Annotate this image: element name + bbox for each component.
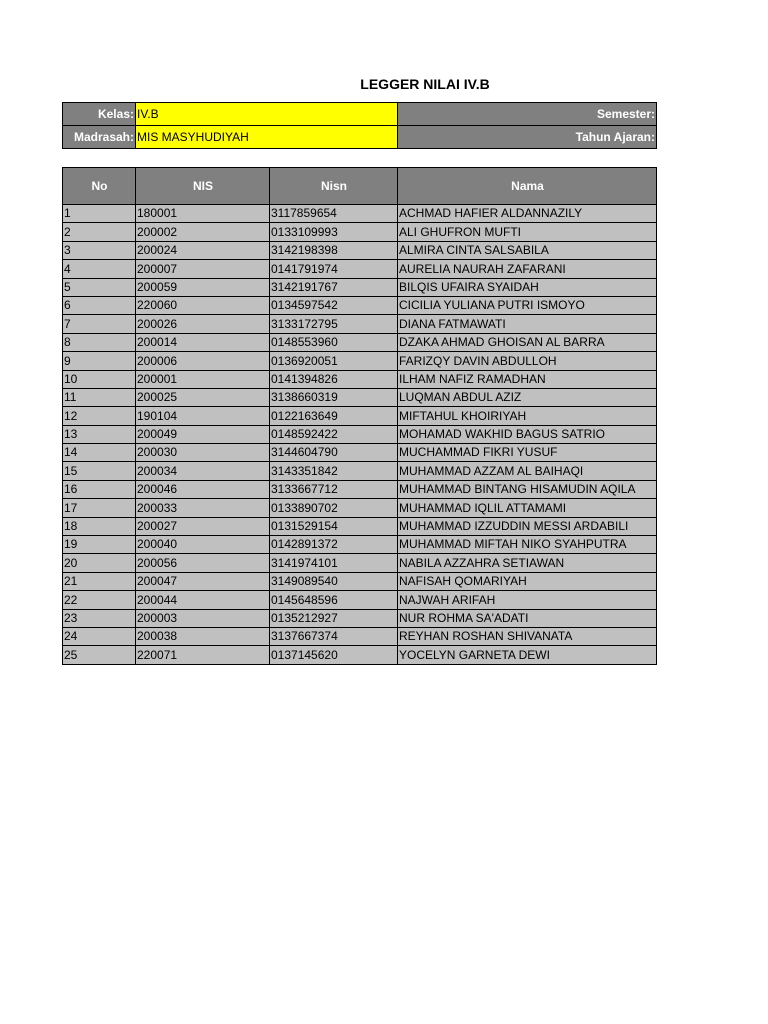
cell-nis[interactable]: 200003 bbox=[136, 609, 270, 627]
cell-no[interactable]: 18 bbox=[63, 517, 136, 535]
cell-no[interactable]: 21 bbox=[63, 572, 136, 590]
cell-nis[interactable]: 200001 bbox=[136, 370, 270, 388]
cell-nama[interactable]: AURELIA NAURAH ZAFARANI bbox=[398, 260, 657, 278]
table-row bbox=[63, 315, 657, 333]
table-row bbox=[63, 278, 657, 296]
table-row bbox=[63, 444, 657, 462]
cell-nis[interactable]: 200056 bbox=[136, 554, 270, 572]
cell-nisn[interactable]: 0141791974 bbox=[270, 260, 398, 278]
cell-nis[interactable]: 200047 bbox=[136, 572, 270, 590]
cell-nis[interactable]: 200006 bbox=[136, 352, 270, 370]
table-row bbox=[63, 646, 657, 664]
cell-nis[interactable]: 190104 bbox=[136, 407, 270, 425]
tahun-ajaran-label: Tahun Ajaran: bbox=[398, 126, 657, 149]
cell-nisn[interactable]: 0148592422 bbox=[270, 425, 398, 443]
cell-nama[interactable]: BILQIS UFAIRA SYAIDAH bbox=[398, 278, 657, 296]
cell-nisn[interactable]: 0131529154 bbox=[270, 517, 398, 535]
student-table bbox=[62, 167, 657, 665]
info-row-madrasah bbox=[63, 126, 657, 149]
table-header-row bbox=[63, 168, 657, 205]
semester-label: Semester: bbox=[398, 103, 657, 126]
table-row bbox=[63, 407, 657, 425]
cell-nisn[interactable]: 0133890702 bbox=[270, 499, 398, 517]
madrasah-label: Madrasah: bbox=[63, 126, 136, 149]
cell-nis[interactable]: 200040 bbox=[136, 536, 270, 554]
header-nisn[interactable]: Nisn bbox=[270, 168, 398, 205]
cell-nama[interactable]: MUHAMMAD MIFTAH NIKO SYAHPUTRA bbox=[398, 536, 657, 554]
cell-nis[interactable]: 200059 bbox=[136, 278, 270, 296]
cell-nisn[interactable]: 0141394826 bbox=[270, 370, 398, 388]
kelas-value[interactable]: IV.B bbox=[136, 103, 398, 126]
table-row bbox=[63, 223, 657, 241]
cell-nis[interactable]: 200002 bbox=[136, 223, 270, 241]
cell-nama[interactable]: DIANA FATMAWATI bbox=[398, 315, 657, 333]
cell-nisn[interactable]: 0148553960 bbox=[270, 333, 398, 351]
cell-nis[interactable]: 200026 bbox=[136, 315, 270, 333]
cell-nama[interactable]: CICILIA YULIANA PUTRI ISMOYO bbox=[398, 296, 657, 314]
cell-no[interactable]: 14 bbox=[63, 444, 136, 462]
cell-nis[interactable]: 200046 bbox=[136, 480, 270, 498]
cell-nis[interactable]: 200007 bbox=[136, 260, 270, 278]
table-row bbox=[63, 554, 657, 572]
cell-no[interactable]: 2 bbox=[63, 223, 136, 241]
table-row bbox=[63, 425, 657, 443]
cell-nisn[interactable]: 3117859654 bbox=[270, 205, 398, 223]
cell-nama[interactable]: NAFISAH QOMARIYAH bbox=[398, 572, 657, 590]
cell-nama[interactable]: FARIZQY DAVIN ABDULLOH bbox=[398, 352, 657, 370]
cell-no[interactable]: 10 bbox=[63, 370, 136, 388]
cell-nama[interactable]: NABILA AZZAHRA SETIAWAN bbox=[398, 554, 657, 572]
cell-no[interactable]: 19 bbox=[63, 536, 136, 554]
cell-nama[interactable]: MUHAMMAD BINTANG HISAMUDIN AQILA bbox=[398, 480, 657, 498]
cell-no[interactable]: 20 bbox=[63, 554, 136, 572]
info-table bbox=[62, 102, 657, 149]
header-no[interactable]: No bbox=[63, 168, 136, 205]
cell-no[interactable]: 25 bbox=[63, 646, 136, 664]
cell-nisn[interactable]: 0134597542 bbox=[270, 296, 398, 314]
cell-no[interactable]: 5 bbox=[63, 278, 136, 296]
cell-no[interactable]: 16 bbox=[63, 480, 136, 498]
cell-no[interactable]: 17 bbox=[63, 499, 136, 517]
cell-nis[interactable]: 200038 bbox=[136, 627, 270, 645]
cell-nis[interactable]: 180001 bbox=[136, 205, 270, 223]
cell-nama[interactable]: MUHAMMAD IQLIL ATTAMAMI bbox=[398, 499, 657, 517]
cell-no[interactable]: 24 bbox=[63, 627, 136, 645]
cell-nisn[interactable]: 3137667374 bbox=[270, 627, 398, 645]
cell-nama[interactable]: ILHAM NAFIZ RAMADHAN bbox=[398, 370, 657, 388]
cell-no[interactable]: 7 bbox=[63, 315, 136, 333]
table-row bbox=[63, 480, 657, 498]
cell-nis[interactable]: 200033 bbox=[136, 499, 270, 517]
table-row bbox=[63, 499, 657, 517]
cell-nisn[interactable]: 0122163649 bbox=[270, 407, 398, 425]
cell-no[interactable]: 9 bbox=[63, 352, 136, 370]
student-rows bbox=[63, 205, 657, 665]
table-row bbox=[63, 205, 657, 223]
table-row bbox=[63, 517, 657, 535]
cell-nama[interactable]: MIFTAHUL KHOIRIYAH bbox=[398, 407, 657, 425]
cell-nama[interactable]: MUHAMMAD AZZAM AL BAIHAQI bbox=[398, 462, 657, 480]
header-nama[interactable]: Nama bbox=[398, 168, 657, 205]
cell-nama[interactable]: ALI GHUFRON MUFTI bbox=[398, 223, 657, 241]
cell-nisn[interactable]: 0142891372 bbox=[270, 536, 398, 554]
cell-nama[interactable]: MOHAMAD WAKHID BAGUS SATRIO bbox=[398, 425, 657, 443]
cell-nama[interactable]: YOCELYN GARNETA DEWI bbox=[398, 646, 657, 664]
cell-nama[interactable]: DZAKA AHMAD GHOISAN AL BARRA bbox=[398, 333, 657, 351]
table-row bbox=[63, 352, 657, 370]
cell-nisn[interactable]: 0133109993 bbox=[270, 223, 398, 241]
cell-nama[interactable]: REYHAN ROSHAN SHIVANATA bbox=[398, 627, 657, 645]
table-row bbox=[63, 536, 657, 554]
cell-nisn[interactable]: 0145648596 bbox=[270, 591, 398, 609]
page-title: LEGGER NILAI IV.B bbox=[360, 76, 490, 92]
cell-nis[interactable]: 220071 bbox=[136, 646, 270, 664]
cell-nama[interactable]: LUQMAN ABDUL AZIZ bbox=[398, 388, 657, 406]
cell-nisn[interactable]: 3142198398 bbox=[270, 241, 398, 259]
kelas-label: Kelas: bbox=[63, 103, 136, 126]
cell-nama[interactable]: MUHAMMAD IZZUDDIN MESSI ARDABILI bbox=[398, 517, 657, 535]
table-row bbox=[63, 388, 657, 406]
cell-nis[interactable]: 220060 bbox=[136, 296, 270, 314]
cell-nisn[interactable]: 3133667712 bbox=[270, 480, 398, 498]
table-row bbox=[63, 333, 657, 351]
cell-nis[interactable]: 200049 bbox=[136, 425, 270, 443]
table-row bbox=[63, 572, 657, 590]
cell-nisn[interactable]: 3133172795 bbox=[270, 315, 398, 333]
madrasah-value[interactable]: MIS MASYHUDIYAH bbox=[136, 126, 398, 149]
cell-no[interactable]: 23 bbox=[63, 609, 136, 627]
cell-nama[interactable]: ALMIRA CINTA SALSABILA bbox=[398, 241, 657, 259]
cell-nis[interactable]: 200044 bbox=[136, 591, 270, 609]
cell-nama[interactable]: NAJWAH ARIFAH bbox=[398, 591, 657, 609]
cell-no[interactable]: 3 bbox=[63, 241, 136, 259]
cell-nisn[interactable]: 0137145620 bbox=[270, 646, 398, 664]
table-row bbox=[63, 591, 657, 609]
cell-nisn[interactable]: 3144604790 bbox=[270, 444, 398, 462]
cell-no[interactable]: 11 bbox=[63, 388, 136, 406]
cell-nisn[interactable]: 0135212927 bbox=[270, 609, 398, 627]
table-row bbox=[63, 260, 657, 278]
info-row-kelas bbox=[63, 103, 657, 126]
table-row bbox=[63, 627, 657, 645]
cell-no[interactable]: 8 bbox=[63, 333, 136, 351]
cell-nama[interactable]: MUCHAMMAD FIKRI YUSUF bbox=[398, 444, 657, 462]
cell-nisn[interactable]: 3149089540 bbox=[270, 572, 398, 590]
cell-nama[interactable]: ACHMAD HAFIER ALDANNAZILY bbox=[398, 205, 657, 223]
cell-no[interactable]: 1 bbox=[63, 205, 136, 223]
cell-no[interactable]: 13 bbox=[63, 425, 136, 443]
cell-nisn[interactable]: 3141974101 bbox=[270, 554, 398, 572]
cell-no[interactable]: 15 bbox=[63, 462, 136, 480]
cell-nisn[interactable]: 3142191767 bbox=[270, 278, 398, 296]
cell-nis[interactable]: 200027 bbox=[136, 517, 270, 535]
table-row bbox=[63, 296, 657, 314]
table-row bbox=[63, 241, 657, 259]
table-row bbox=[63, 462, 657, 480]
cell-nis[interactable]: 200034 bbox=[136, 462, 270, 480]
cell-nis[interactable]: 200030 bbox=[136, 444, 270, 462]
cell-nis[interactable]: 200024 bbox=[136, 241, 270, 259]
cell-no[interactable]: 4 bbox=[63, 260, 136, 278]
table-row bbox=[63, 609, 657, 627]
cell-nisn[interactable]: 3143351842 bbox=[270, 462, 398, 480]
header-nis[interactable]: NIS bbox=[136, 168, 270, 205]
cell-no[interactable]: 12 bbox=[63, 407, 136, 425]
cell-nisn[interactable]: 0136920051 bbox=[270, 352, 398, 370]
cell-nama[interactable]: NUR ROHMA SA'ADATI bbox=[398, 609, 657, 627]
cell-no[interactable]: 22 bbox=[63, 591, 136, 609]
cell-no[interactable]: 6 bbox=[63, 296, 136, 314]
table-row bbox=[63, 370, 657, 388]
cell-nis[interactable]: 200014 bbox=[136, 333, 270, 351]
cell-nis[interactable]: 200025 bbox=[136, 388, 270, 406]
cell-nisn[interactable]: 3138660319 bbox=[270, 388, 398, 406]
